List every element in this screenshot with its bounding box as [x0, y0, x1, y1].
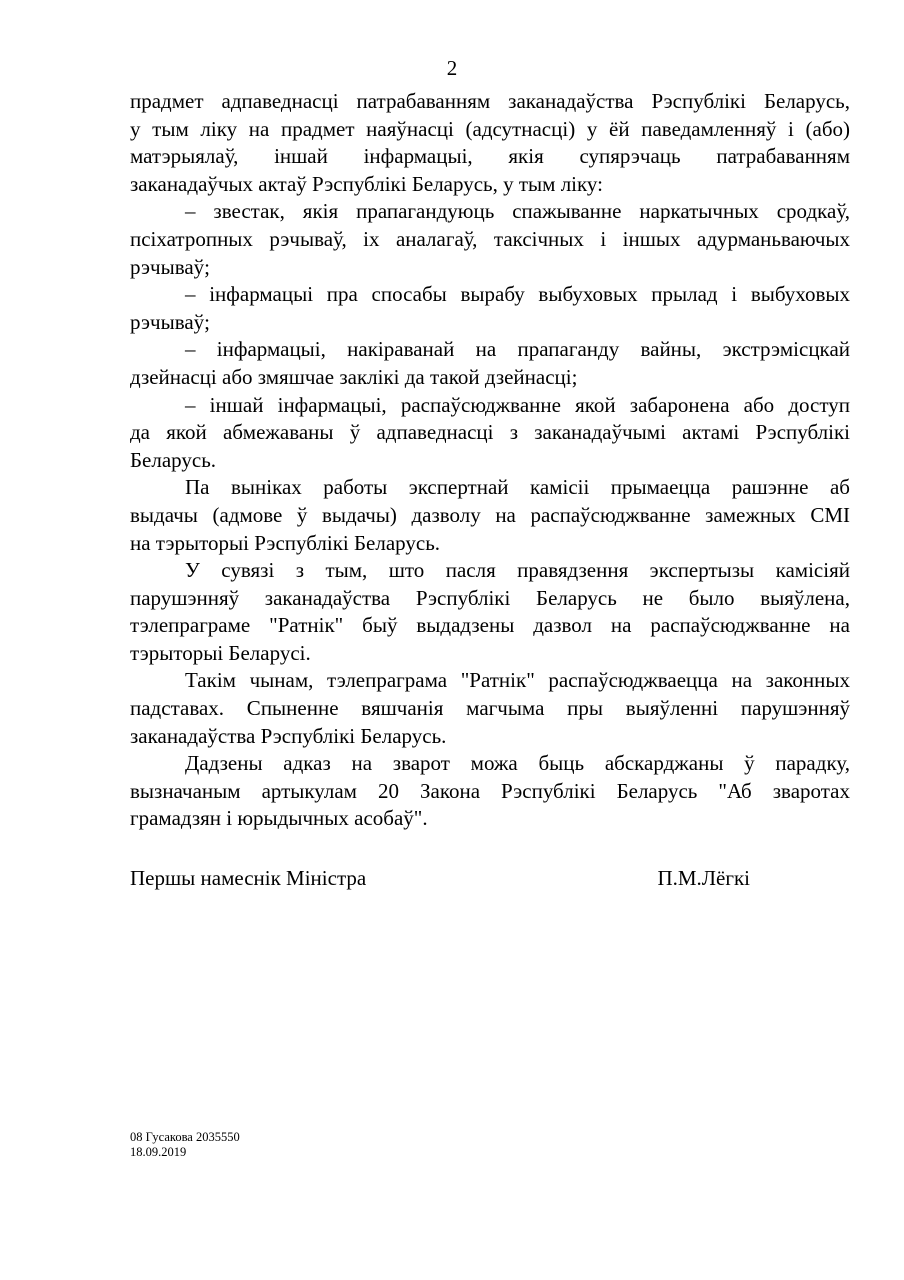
text-line: рэчываў;: [130, 309, 211, 334]
signatory-name: П.М.Лёгкі: [657, 866, 750, 890]
paragraph: [130, 474, 850, 557]
text-line: выдачы (адмове ў выдачы) дазволу на распаўсюджванне замежных СМІ: [130, 502, 850, 527]
letter-body: [130, 88, 850, 833]
text-line: – інфармацыі пра спосабы вырабу выбуховых прылад і выбуховых: [185, 282, 850, 307]
text-line: матэрыялаў, іншай інфармацыі, якія супярэчаць патрабаванням: [130, 144, 850, 169]
text-line: тэлепраграме "Ратнік" быў выдадзены дазвол на распаўсюджванне на: [130, 613, 850, 638]
text-line: дзейнасці або змяшчае заклікі да такой дзейнасці;: [130, 364, 578, 389]
paragraph: [130, 750, 850, 833]
paragraph: [130, 88, 850, 198]
page-number: 2: [446, 56, 458, 80]
text-line: парушэнняў заканадаўства Рэспублікі Беларусь не было выяўлена,: [130, 585, 850, 610]
text-line: – іншай інфармацыі, распаўсюджванне якой забаронена або доступ: [185, 392, 850, 417]
text-line: тэрыторыі Беларусі.: [130, 640, 311, 665]
text-line: на тэрыторыі Рэспублікі Беларусь.: [130, 530, 441, 555]
paragraph: [130, 667, 850, 750]
text-line: Такім чынам, тэлепраграма "Ратнік" распаўсюджваецца на законных: [185, 668, 850, 693]
signature-block: [130, 866, 750, 891]
text-line: Беларусь.: [130, 447, 217, 472]
executor-info: 08 Гусакова 2035550: [130, 1130, 240, 1144]
text-line: заканадаўчых актаў Рэспублікі Беларусь, у тым ліку:: [130, 171, 603, 196]
paragraph: [130, 392, 850, 475]
text-line: прадмет адпаведнасці патрабаванням заканадаўства Рэспублікі Беларусь,: [130, 89, 850, 113]
text-line: да якой абмежаваны ў адпаведнасці з заканадаўчымі актамі Рэспублікі: [130, 420, 850, 445]
text-line: рэчываў;: [130, 254, 211, 279]
text-line: у тым ліку на прадмет наяўнасці (адсутнасці) у ёй паведамленняў і (або): [130, 116, 850, 141]
signatory-position: Першы намеснік Міністра: [130, 866, 367, 890]
document-date: 18.09.2019: [130, 1145, 187, 1159]
paragraph: [130, 281, 850, 336]
executor-footer: [130, 1130, 240, 1160]
text-line: – інфармацыі, накіраванай на прапаганду вайны, экстрэмісцкай: [185, 337, 850, 362]
text-line: падставах. Спыненне вяшчанія магчыма пры выяўленні парушэнняў: [130, 696, 850, 721]
text-line: псіхатропных рэчываў, іх аналагаў, таксічных і іншых адурманьваючых: [130, 226, 850, 251]
text-line: У сувязі з тым, што пасля правядзення экспертызы камісіяй: [185, 558, 850, 583]
text-line: Дадзены адказ на зварот можа быць абскарджаны ў парадку,: [185, 751, 850, 776]
paragraph: [130, 198, 850, 281]
paragraph: [130, 336, 850, 391]
text-line: заканадаўства Рэспублікі Беларусь.: [130, 723, 447, 748]
text-line: Па выніках работы экспертнай камісіі прымаецца рашэнне аб: [185, 475, 850, 500]
text-line: грамадзян і юрыдычных асобаў".: [130, 806, 428, 831]
text-line: – звестак, якія прапагандуюць спажыванне наркатычных сродкаў,: [185, 199, 850, 224]
paragraph: [130, 557, 850, 667]
text-line: вызначаным артыкулам 20 Закона Рэспублікі Беларусь "Аб зваротах: [130, 778, 850, 803]
